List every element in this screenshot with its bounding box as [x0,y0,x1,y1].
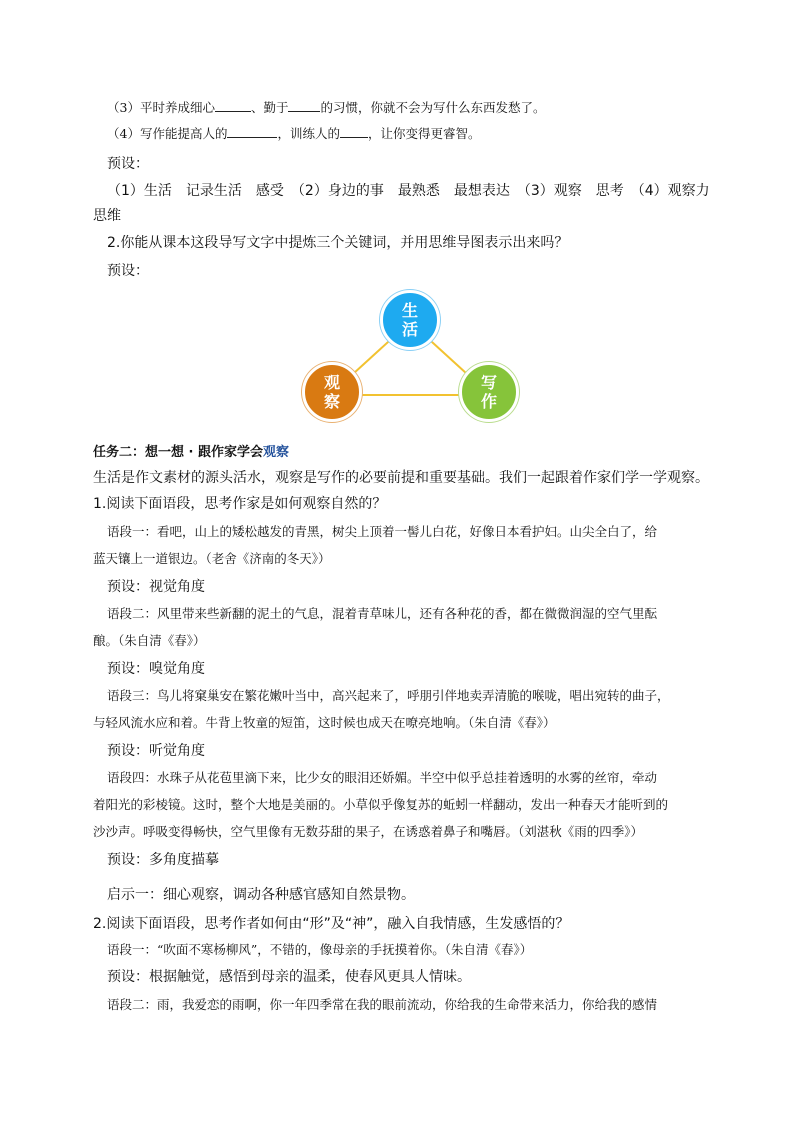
preset-label: 预设： [107,263,149,279]
node-write: 写作 [459,362,519,422]
passage-3: 语段三：鸟儿将窠巢安在繁花嫩叶当中，高兴起来了，呼朋引伴地卖弄清脆的喉咙，唱出宛转的曲子， [107,688,670,703]
answers-line: （1）生活 记录生活 感受 （2）身边的事 最熟悉 最想表达 （3）观察 思考 （4）观察力 [107,183,710,199]
node-observe: 观察 [302,362,362,422]
sentence-2: 语段二：雨，我爱恋的雨啊，你一年四季常在我的眼前流动，你给我的生命带来活力，你给我的感情 [107,997,658,1012]
task-2-title: 任务二：想一想 · 跟作家学会观察 [93,445,290,460]
preset-label: 预设： [107,156,149,172]
task-2-intro: 生活是作文素材的源头活水，观察是写作的必要前提和重要基础。我们一起跟着作家们学一学观察。 [93,470,709,486]
preset-answer: 预设：多角度描摹 [107,852,219,868]
blank[interactable] [215,99,251,112]
passage-3-continued: 与轻风流水应和着。牛背上牧童的短笛，这时候也成天在嘹亮地响。（朱自清《春》） [93,715,556,730]
blank[interactable] [288,99,320,112]
passage-1: 语段一：看吧，山上的矮松越发的青黑，树尖上顶着一髻儿白花，好像日本看护妇。山尖全白了，给 [107,524,658,539]
passage-2: 语段二：风里带来些新翻的泥土的气息，混着青草味儿，还有各种花的香，都在微微润湿的空气里酝 [107,606,658,621]
sentence-1: 语段一：“吹面不寒杨柳风”，不错的，像母亲的手抚摸着你。（朱自清《春》） [107,942,533,957]
blank[interactable] [227,125,277,138]
passage-4: 语段四：水珠子从花苞里滴下来，比少女的眼泪还娇媚。半空中似乎总挂着透明的水雾的丝帘，牵动 [107,770,658,785]
question-1: 1.阅读下面语段，思考作家是如何观察自然的？ [93,496,387,512]
answers-line-continued: 思维 [93,208,121,224]
question-2-mindmap: 2.你能从课本这段导写文字中提炼三个关键词，并用思维导图表示出来吗？ [107,235,569,251]
question-2: 2.阅读下面语段，思考作者如何由“形”及“神”，融入自我情感，生发感悟的？ [93,916,570,932]
insight-1: 启示一：细心观察，调动各种感官感知自然景物。 [107,887,415,903]
mind-map-diagram [296,288,526,424]
question-3: （3）平时养成细心 、勤于 的习惯，你就不会为写什么东西发愁了。 [107,100,546,115]
passage-4-continued: 沙沙声。呼吸变得畅快，空气里像有无数芬甜的果子，在诱惑着鼻子和嘴唇。（刘湛秋《雨的四季》） [93,824,644,839]
node-life: 生活 [380,290,440,350]
preset-answer: 预设：根据触觉，感悟到母亲的温柔，使春风更具人情味。 [107,969,471,985]
passage-1-continued: 蓝天镶上一道银边。（老舍《济南的冬天》） [93,551,331,566]
preset-answer: 预设：嗅觉角度 [107,661,205,677]
preset-answer: 预设：听觉角度 [107,743,205,759]
question-4: （4）写作能提高人的 ，训练人的 ，让你变得更睿智。 [107,126,481,141]
blank[interactable] [340,125,368,138]
passage-2-continued: 酿。（朱自清《春》） [93,633,206,648]
passage-4-continued: 着阳光的彩棱镜。这时，整个大地是美丽的。小草似乎像复苏的蚯蚓一样翻动，发出一种春天才能听到的 [93,797,669,812]
preset-answer: 预设：视觉角度 [107,579,205,595]
